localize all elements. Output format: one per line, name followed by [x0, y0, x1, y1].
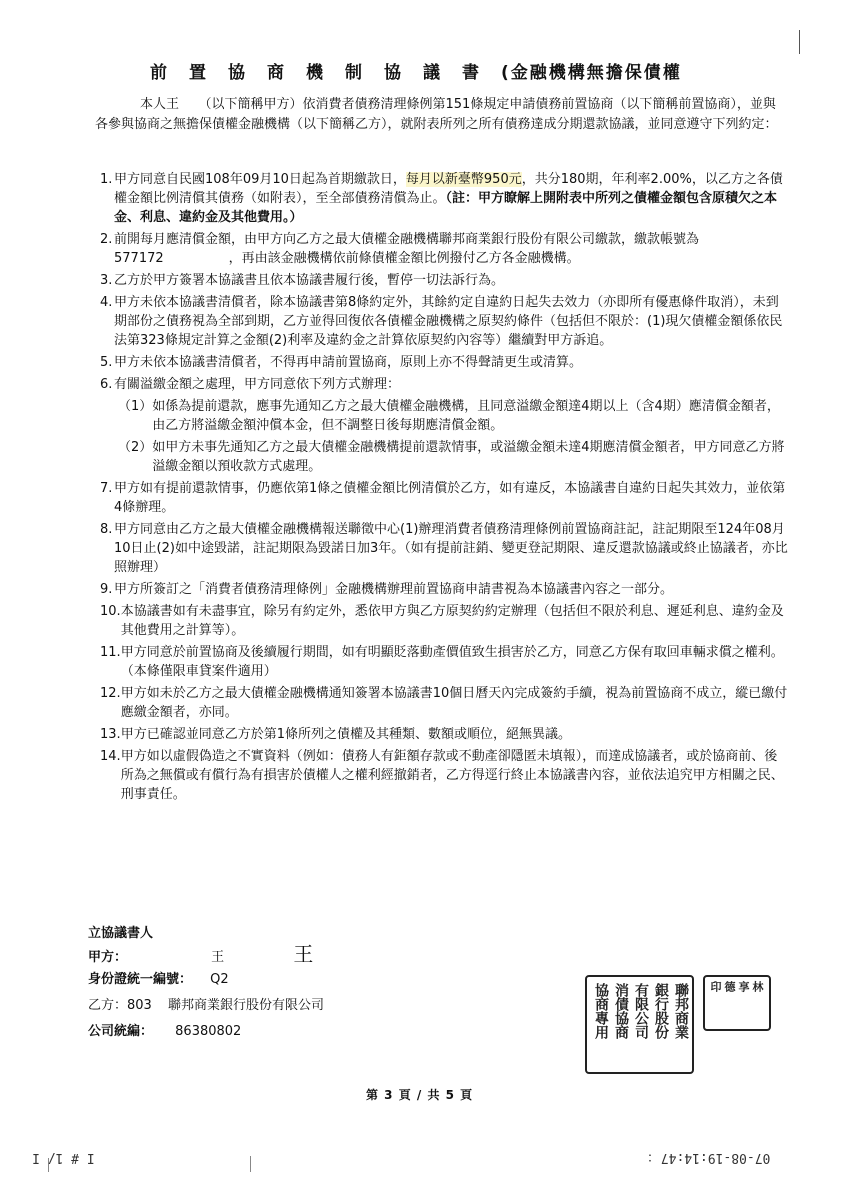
clause-text: 甲方未依本協議書清償者，除本協議書第8條約定外，其餘約定自違約日起失去效力（亦即所有優惠條件取消），未到期部份之債務視為全部到期，乙方並得回復依各債權金融機構之原契約條件（包括但不限於：(1)現欠債權金額係依民法第323條規定計算之金額(2)利率及違約金之計算依原契約內容等）繼續對甲方訴追。: [114, 295, 783, 348]
party-b-name: 聯邦商業銀行股份有限公司: [167, 998, 324, 1013]
title-sub: (金融機構無擔保債權: [501, 63, 682, 83]
fax-timestamp: 07-08-19:14:47 ：: [640, 1150, 771, 1165]
clause-text: 甲方如以虛假偽造之不實資料（例如：債務人有鉅額存款或不動產卻隱匿未填報），而達成協議者，或於協商前、後所為之無償或有償行為有損害於債權人之權利經撤銷者，乙方得逕行終止本協議書內容，並依法追究甲方相關之民、刑事責任。: [120, 749, 784, 802]
company-value: 86380802: [175, 1024, 242, 1039]
representative-seal-stamp: [703, 975, 771, 1031]
clause-number: 14.: [100, 749, 121, 764]
title-main: 前置協商機制協議書: [150, 63, 501, 83]
seal-text: 有限公司: [633, 983, 649, 1039]
intro-paragraph: 本人王 （以下簡稱甲方）依消費者債務清理條例第151條規定申請債務前置協商（以下簡稱前置協商），並與各參與協商之無擔保債權金融機構（以下簡稱乙方），就附表所列之所有債務達成分期還款協議，並同意遵守下列約定：: [95, 97, 778, 132]
clause-text: [114, 170, 790, 227]
company-label: 公司統編：: [88, 1024, 154, 1039]
clause-number: 12.: [100, 686, 121, 701]
clause-1-note: （註：甲方瞭解上開附表中所列之債權金額包含原積欠之本金、利息、違約金及其他費用。）: [114, 191, 778, 225]
clause-11: [100, 643, 790, 681]
document-title: [150, 58, 790, 83]
company-row: [88, 1020, 241, 1039]
clause-number: 7.: [100, 481, 113, 496]
party-b-label: 乙方：803: [88, 998, 152, 1013]
clause-text: 甲方同意由乙方之最大債權金融機構報送聯徵中心(1)辦理消費者債務清理條例前置協商註記，註記期限至124年08月10日止(2)如中途毀諾，註記期限為毀諾日加3年。（如有提前註銷、變更登記期限、違反還款協議或終止協議者，亦比照辦理）: [114, 522, 788, 575]
subclause-number: （1）: [118, 399, 153, 414]
scan-mark: [799, 30, 800, 54]
clause-number: 5.: [100, 355, 113, 370]
clause-number: 2.: [100, 232, 113, 247]
clause-text: 前開每月應清償金額，由甲方向乙方之最大債權金融機構聯邦商業銀行股份有限公司繳款，繳款帳號為577172 ，再由該金融機構依前條債權金額比例撥付乙方各金融機構。: [114, 232, 700, 266]
seal-text: 聯邦商業: [673, 983, 689, 1039]
clause-number: 4.: [100, 295, 113, 310]
clause-number: 10.: [100, 604, 121, 619]
party-a-name: 王: [211, 950, 225, 965]
subclause-text: 如甲方未事先通知乙方之最大債權金融機構提前還款情事，或溢繳金額未達4期應清償金額者，甲方同意乙方將溢繳金額以預收款方式處理。: [152, 440, 785, 474]
clause-8: [100, 520, 790, 577]
page-number: 第 3 頁 / 共 5 頁: [366, 1088, 474, 1102]
clause-number: 13.: [100, 727, 121, 742]
clause-text: 甲方如未於乙方之最大債權金融機構通知簽署本協議書10個日曆天內完成簽約手續，視為前置協商不成立，縱已繳付應繳金額者，亦同。: [120, 686, 788, 720]
clause-list: [100, 170, 790, 807]
clause-12: [100, 684, 790, 722]
clause-text: 甲方已確認並同意乙方於第1條所列之債權及其種類、數額或順位，絕無異議。: [120, 727, 571, 742]
seal-text: 消債協商: [613, 983, 629, 1039]
fax-mark: [250, 1156, 251, 1172]
clause-text: 有關溢繳金額之處理，甲方同意依下列方式辦理：: [114, 377, 401, 392]
clause-text: 本協議書如有未盡事宜，除另有約定外，悉依甲方與乙方原契約約定辦理（包括但不限於利息、遲延利息、違約金及其他費用之計算等）。: [120, 604, 784, 638]
seal-text: 印: [709, 981, 722, 992]
clause-10: [100, 602, 790, 640]
monthly-payment-highlight: 每月以新臺幣950元: [405, 172, 522, 187]
clause-number: 6.: [100, 377, 113, 392]
signatories-heading: 立協議書人: [88, 926, 154, 941]
subclause-number: （2）: [118, 440, 153, 455]
clause-1-pre: 甲方同意自民國108年09月10日起為首期繳款日，: [114, 172, 406, 187]
clause-4: [100, 293, 790, 350]
clause-text: 甲方同意於前置協商及後續履行期間，如有明顯貶落動產價值致生損害於乙方，同意乙方保有取回車輛求償之權利。（本條僅限車貸案件適用）: [120, 645, 784, 679]
clause-number: 3.: [100, 273, 113, 288]
clause-text: 甲方如有提前還款情事，仍應依第1條之債權金額比例清償於乙方，如有違反，本協議書自違約日起失其效力，並依第4條辦理。: [114, 481, 786, 515]
id-row: [88, 968, 229, 987]
clause-5: [100, 353, 790, 372]
seal-text: 德: [723, 981, 736, 992]
clause-1-post: ，共分180期，年利率2.00%，以乙方之各債權金額比例清償其債務（如附表），至全部債務清償為止。: [114, 172, 783, 206]
clause-text: 甲方所簽訂之「消費者債務清理條例」金融機構辦理前置協商申請書視為本協議書內容之一部分。: [114, 582, 674, 597]
party-b-row: [88, 994, 324, 1013]
seal-text: 享: [737, 981, 750, 992]
clause-1: [100, 170, 790, 227]
subclause-text: 如係為提前還款，應事先通知乙方之最大債權金融機構，且同意溢繳金額達4期以上（含4期）應清償金額者，由乙方將溢繳金額沖償本金，但不調整日後每期應清償金額。: [152, 399, 780, 433]
party-a-row: [88, 938, 313, 967]
clause-9: [100, 580, 790, 599]
subclause-2: [118, 438, 790, 476]
clause-number: 1.: [100, 172, 113, 187]
clause-number: 8.: [100, 522, 113, 537]
clause-text: 乙方於甲方簽署本協議書且依本協議書履行後，暫停一切法訴行為。: [114, 273, 505, 288]
clause-number: 11.: [100, 645, 121, 660]
fax-header-left: I # 1/ I: [32, 1150, 95, 1165]
subclause-1: [118, 397, 790, 435]
seal-text: 協商專用: [593, 983, 609, 1039]
id-label: 身份證統一編號：: [88, 972, 193, 987]
clause-13: [100, 725, 790, 744]
bank-seal-stamp: [585, 975, 694, 1074]
clause-number: 9.: [100, 582, 113, 597]
clause-3: [100, 271, 790, 290]
party-a-signature: 王: [293, 942, 314, 966]
seal-text: 林: [751, 981, 764, 992]
clause-text: 甲方未依本協議書清償者，不得再申請前置協商，原則上亦不得聲請更生或清算。: [114, 355, 583, 370]
clause-14: [100, 747, 790, 804]
clause-7: [100, 479, 790, 517]
party-a-label: 甲方：: [88, 950, 128, 965]
id-value: Q2: [210, 972, 229, 987]
clause-6: [100, 375, 790, 394]
clause-2: [100, 230, 790, 268]
seal-text: 銀行股份: [653, 983, 669, 1039]
